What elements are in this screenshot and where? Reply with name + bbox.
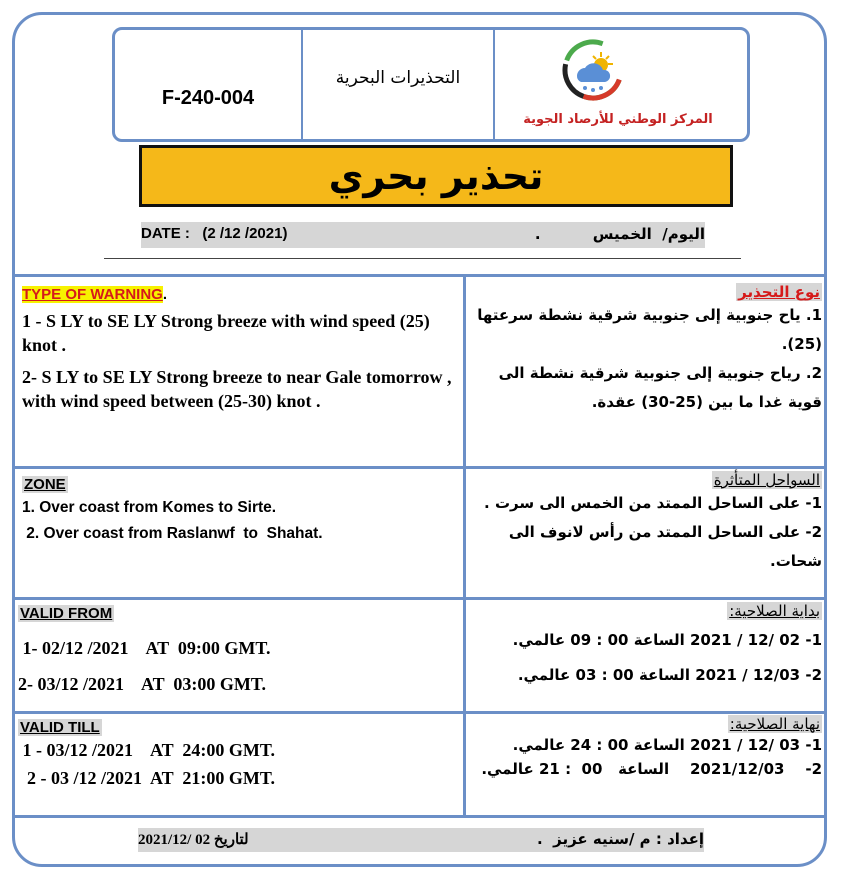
divider bbox=[15, 274, 827, 277]
zone-item-ar: 1- على الساحل الممتد من الخمس الى سرت . bbox=[484, 494, 822, 512]
warning-type-heading: TYPE OF WARNING bbox=[22, 286, 163, 303]
zone-item-ar: 2- على الساحل الممتد من رأس لانوف الى شحات. bbox=[508, 523, 822, 570]
day-label: اليوم/ الخميس . bbox=[534, 225, 705, 243]
valid-from-ar bbox=[470, 601, 822, 690]
zone-en bbox=[22, 474, 458, 547]
divider bbox=[15, 597, 827, 600]
valid-from-heading-ar: بداية الصلاحية: bbox=[729, 602, 820, 620]
zone-item: 2. Over coast from Raslanwf to Shahat. bbox=[22, 525, 323, 542]
form-code: F-240-004 bbox=[161, 87, 255, 109]
date-row bbox=[141, 222, 705, 248]
valid-till-ar bbox=[470, 714, 822, 781]
valid-till-en bbox=[18, 717, 458, 790]
warning-item: 2- S LY to SE LY Strong breeze to near Gale tomorrow , with wind speed between (25-30) knot . bbox=[22, 367, 452, 411]
warning-type-en bbox=[22, 284, 458, 413]
center-name: المركز الوطني للأرصاد الجوية bbox=[523, 112, 713, 127]
weather-center-logo-icon bbox=[561, 38, 625, 102]
title-cell bbox=[303, 30, 495, 139]
banner-text: تحذير بحري bbox=[328, 154, 544, 198]
warning-type-ar bbox=[470, 282, 822, 417]
valid-till-item: 2 - 03 /12 /2021 AT 21:00 GMT. bbox=[18, 768, 276, 788]
valid-till-item: 1 - 03/12 /2021 AT 24:00 GMT. bbox=[18, 740, 276, 760]
warning-type-heading-ar: نوع التحذير bbox=[738, 283, 820, 301]
valid-from-item: 2- 03/12 /2021 AT 03:00 GMT. bbox=[18, 674, 267, 694]
heading-dot: . bbox=[162, 286, 168, 303]
divider bbox=[15, 815, 827, 818]
warning-item: 1 - S LY to SE LY Strong breeze with wind speed (25) knot . bbox=[22, 311, 430, 355]
zone-heading-ar: السواحل المتأثرة bbox=[713, 471, 820, 489]
divider bbox=[15, 466, 827, 469]
prepared-by: إعداد : م /سنيه عزيز . bbox=[536, 830, 704, 848]
date-label: DATE : (2 /12 /2021) bbox=[141, 225, 288, 242]
zone-heading: ZONE bbox=[24, 476, 66, 493]
valid-from-item-ar: 2- 12/03 / 2021 الساعة 00 : 03 عالمي. bbox=[517, 666, 822, 684]
form-code-cell bbox=[115, 30, 303, 139]
document-title: التحذيرات البحرية bbox=[335, 68, 461, 88]
column-divider bbox=[463, 276, 466, 815]
footer-date: لتاريخ 02 /2021/12 bbox=[138, 832, 249, 848]
warning-banner bbox=[139, 145, 733, 207]
logo-cell bbox=[495, 30, 747, 139]
valid-from-en bbox=[18, 603, 458, 696]
warning-item-ar: 1. ياح جنوبية إلى جنوبية شرقية نشطة سرعتها (25). bbox=[477, 306, 822, 353]
warning-item-ar: 2. رياح جنوبية إلى جنوبية شرقية نشطة الى قوية غدا ما بين (25-30) عقدة. bbox=[498, 364, 822, 411]
zone-ar bbox=[470, 470, 822, 576]
valid-from-item-ar: 1- 02 /12 / 2021 الساعة 00 : 09 عالمي. bbox=[512, 631, 822, 649]
valid-till-heading: VALID TILL bbox=[20, 719, 100, 736]
date-underline bbox=[104, 258, 741, 259]
document-header bbox=[112, 27, 750, 142]
footer-row bbox=[138, 828, 704, 852]
valid-till-item-ar: 2- 2021/12/03 الساعة 00 : 21 عالمي. bbox=[481, 760, 822, 778]
valid-till-item-ar: 1- 03 /12 / 2021 الساعة 00 : 24 عالمي. bbox=[512, 736, 822, 754]
valid-from-item: 1- 02/12 /2021 AT 09:00 GMT. bbox=[18, 638, 271, 658]
zone-item: 1. Over coast from Komes to Sirte. bbox=[22, 499, 277, 516]
valid-from-heading: VALID FROM bbox=[20, 605, 113, 622]
valid-till-heading-ar: نهاية الصلاحية: bbox=[729, 715, 820, 733]
